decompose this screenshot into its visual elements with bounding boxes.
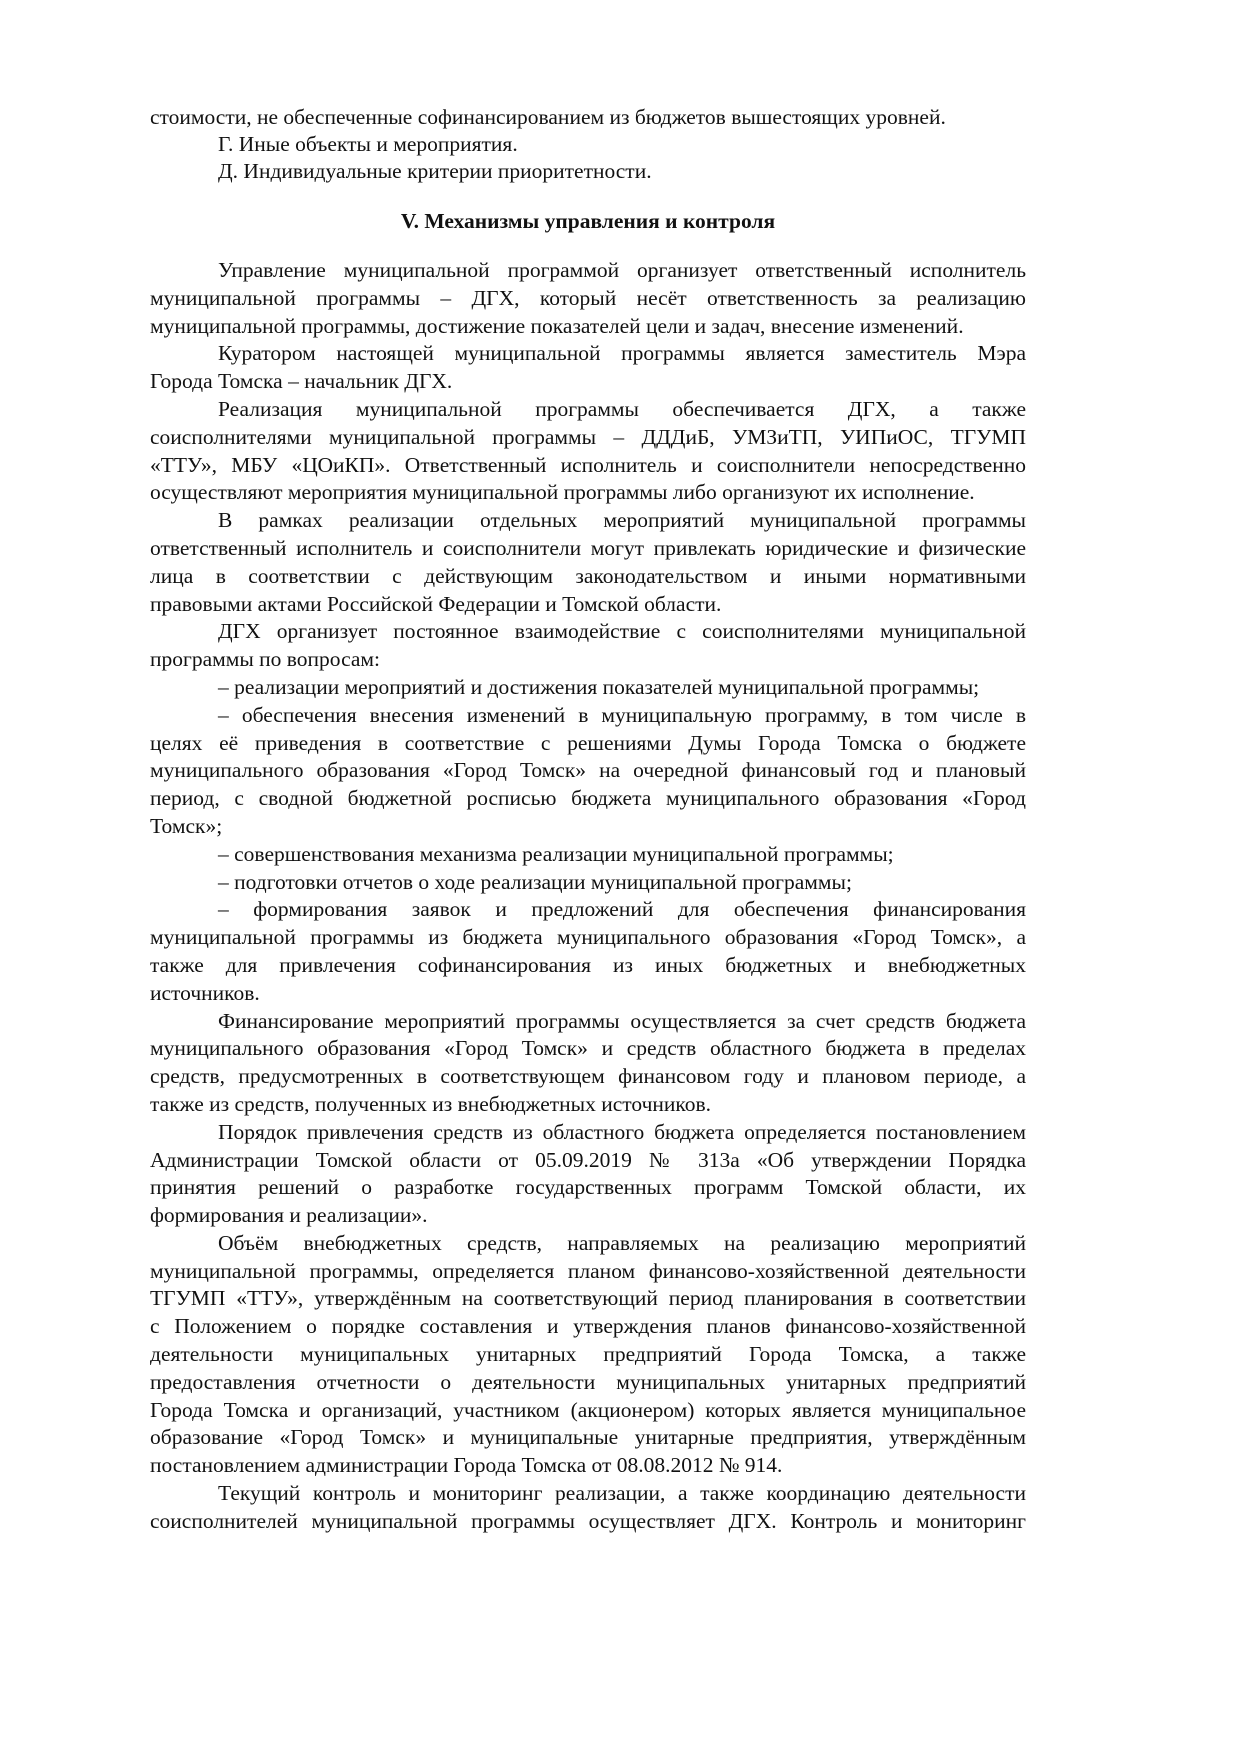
paragraph [150,1230,1026,1480]
text-line: целях её приведения в соответствие с решениями Думы Города Томска о бюджете [150,730,1026,755]
paragraph [150,674,1026,702]
text-line: источников. [150,980,260,1005]
text-line: предоставления отчетности о деятельности муниципальных унитарных предприятий [150,1369,1026,1394]
text-line: образование «Город Томск» и муниципальные унитарные предприятия, утверждённым [150,1425,1026,1450]
text-line: «ТТУ», МБУ «ЦОиКП». Ответственный исполнитель и соисполнители непосредственно [150,452,1026,477]
text-line: постановлением администрации Города Томска от 08.08.2012 № 914. [150,1453,783,1478]
paragraph [150,702,1026,841]
paragraph [150,841,1026,869]
text-line: муниципальной программы из бюджета муниципального образования «Город Томск», а [150,925,1026,950]
text-line: муниципальной программы – ДГХ, который несёт ответственность за реализацию [150,285,1026,310]
text-line: – обеспечения внесения изменений в муниципальную программу, в том числе в [218,702,1026,727]
text-line: муниципального образования «Город Томск» и средств областного бюджета в пределах [150,1036,1026,1061]
paragraph [150,396,1026,507]
text-line: также из средств, полученных из внебюджетных источников. [150,1091,712,1116]
text-line: Реализация муниципальной программы обеспечивается ДГХ, а также [218,396,1026,421]
text-line: соисполнителей муниципальной программы осуществляет ДГХ. Контроль и мониторинг [150,1508,1026,1533]
paragraph [150,869,1026,897]
text-line: – подготовки отчетов о ходе реализации муниципальной программы; [218,869,852,894]
text-line: ДГХ организует постоянное взаимодействие с соисполнителями муниципальной [218,619,1026,644]
text-line: соисполнителями муниципальной программы – ДДДиБ, УМЗиТП, УИПиОС, ТГУМП [150,424,1026,449]
text-line: средств, предусмотренных в соответствующем финансовом году и плановом периоде, а [150,1064,1026,1089]
preceding-text [150,104,1026,185]
text-line: Текущий контроль и мониторинг реализации, а также координацию деятельности [218,1481,1026,1506]
text-line: – совершенствования механизма реализации муниципальной программы; [218,841,894,866]
text-line: В рамках реализации отдельных мероприятий муниципальной программы [218,508,1026,533]
text-line: Куратором настоящей муниципальной программы является заместитель Мэра [218,341,1026,366]
text-line: – реализации мероприятий и достижения показателей муниципальной программы; [218,674,980,699]
text-line: муниципального образования «Город Томск» на очередной финансовый год и плановый [150,758,1026,783]
text-line: с Положением о порядке составления и утверждения планов финансово-хозяйственной [150,1314,1026,1339]
text-line: Томск»; [150,813,223,838]
document-page [150,104,1026,1536]
paragraph [150,257,1026,340]
paragraph [150,618,1026,674]
text-line: ответственный исполнитель и соисполнители могут привлекать юридические и физические [150,535,1026,560]
paragraph [150,1008,1026,1119]
text-line: Объём внебюджетных средств, направляемых на реализацию мероприятий [218,1230,1026,1255]
text-line: Администрации Томской области от 05.09.2019 № 313а «Об утверждении Порядка [150,1147,1026,1172]
text-line: Финансирование мероприятий программы осуществляется за счет средств бюджета [218,1008,1026,1033]
text-line: деятельности муниципальных унитарных предприятий Города Томска, а также [150,1342,1026,1367]
section-body [150,257,1026,1536]
text-line: формирования и реализации». [150,1203,428,1228]
paragraph [150,1480,1026,1536]
text-line: ТГУМП «ТТУ», утверждённым на соответствующий период планирования в соответствии [150,1286,1026,1311]
text-line: муниципальной программы, достижение показателей цели и задач, внесение изменений. [150,313,964,338]
text-line: Города Томска – начальник ДГХ. [150,369,453,394]
paragraph [150,131,1026,158]
text-line: период, с сводной бюджетной росписью бюджета муниципального образования «Город [150,786,1026,811]
text-line: Управление муниципальной программой организует ответственный исполнитель [218,258,1026,282]
text-line: стоимости, не обеспеченные софинансированием из бюджетов вышестоящих уровней. [150,105,946,129]
paragraph [150,158,1026,185]
paragraph [150,896,1026,1007]
text-line: также для привлечения софинансирования из иных бюджетных и внебюджетных [150,952,1026,977]
text-line: Порядок привлечения средств из областного бюджета определяется постановлением [218,1119,1026,1144]
paragraph [150,507,1026,618]
paragraph [150,340,1026,396]
text-line: правовыми актами Российской Федерации и Томской области. [150,591,722,616]
text-line: – формирования заявок и предложений для обеспечения финансирования [218,897,1026,922]
text-line: программы по вопросам: [150,647,381,672]
section-heading: V. Механизмы управления и контроля [400,209,776,233]
text-line: Г. Иные объекты и мероприятия. [218,132,518,156]
text-line: Города Томска и организаций, участником (акционером) которых является муниципальное [150,1397,1026,1422]
text-line: лица в соответствии с действующим законодательством и иными нормативными [150,563,1026,588]
paragraph [150,104,1026,131]
text-line: Д. Индивидуальные критерии приоритетности. [218,159,652,183]
text-line: принятия решений о разработке государственных программ Томской области, их [150,1175,1026,1200]
text-line: осуществляют мероприятия муниципальной программы либо организуют их исполнение. [150,480,975,505]
paragraph [150,1119,1026,1230]
text-line: муниципальной программы, определяется планом финансово-хозяйственной деятельности [150,1258,1026,1283]
